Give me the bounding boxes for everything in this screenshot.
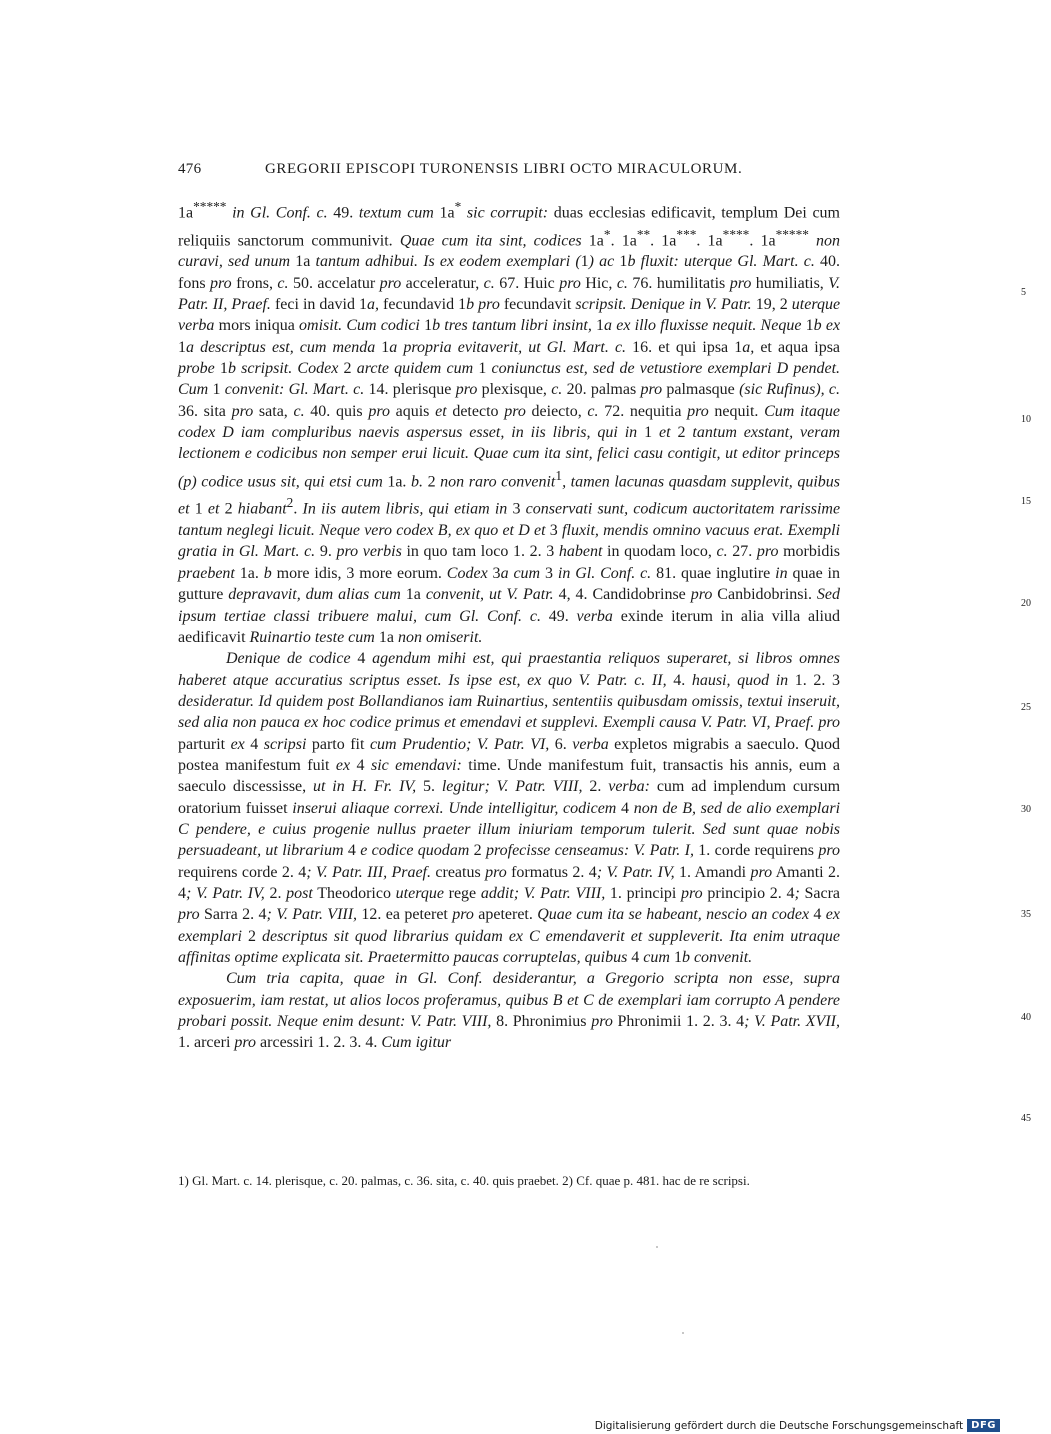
paragraph-1: 1a***** in Gl. Conf. c. 49. textum cum 1a* sic corrupit: duas ecclesias edificavit, templum Dei cum reliquiis sanctorum communivit. Quae cum ita sint, codices 1a*. 1a**. 1a***. 1a****. 1a***** non curavi, sed unum 1a tantum adhibui. Is ex eodem exemplari (1) ac 1b fluxit: uterque Gl. Mart. c. 40. fons pro frons, c. 50. accelatur pro acceleratur, c. 67. Huic pro Hic, c. 76. humilitatis pro humiliatis, V. Patr. II, Praef. feci in david 1a, fecundavid 1b pro fecundavit scripsit. Denique in V. Patr. 19, 2 uterque verba mors iniqua omisit. Cum codici 1b tres tantum libri insint, 1a ex illo fluxisse nequit. Neque 1b ex 1a descriptus est, cum menda 1a propria evitaverit, ut Gl. Mart. c. 16. et qui ipsa 1a, et aqua ipsa probe 1b scripsit. Codex 2 arcte quidem cum 1 coniunctus est, sed de vetustiore exemplari D pendet. Cum 1 convenit: Gl. Mart. c. 14. plerisque pro plexisque, c. 20. palmas pro palmasque (sic Rufinus), c. 36. sita pro sata, c. 40. quis pro aquis et detecto pro deiecto, c. 72. nequitia pro nequit. Cum itaque codex D iam compluribus naevis aspersus esset, in iis libris, qui in 1 et 2 tantum exstant, veram lectionem e codicibus non semper erui licuit. Quae cum ita sint, felici casu contigit, ut editor princeps (p) codice usus sit, qui etsi cum 1a. b. 2 non raro convenit$^1$, tamen lacunas quasdam supplevit, quibus et 1 et 2 hiabant$^2$. In iis autem libris, qui etiam in 3 conservati sunt, codicum auctoritatem rarissime tantum neglegi licuit. Neque vero codex B, ex quo et D et 3 fluxit, mendis omnino vacuus erat. Exempli gratia in Gl. Mart. c. 9. pro verbis in quo tam loco 1. 2. 3 habent in quodam loco, c. 27. pro morbidis praebent 1a. b more idis, 3 more eorum. Codex 3a cum 3 in Gl. Conf. c. 81. quae inglutire in quae in gutture depravavit, dum alias cum 1a convenit, ut V. Patr. 4, 4. Candidobrinse pro Canbidobrinsi. Sed ipsum tertiae classi tribuere malui, cum Gl. Conf. c. 49. verba exinde iterum in alia villa aliud aedificavit Ruinartio teste cum 1a non omiserit. xyxy=(178,199,841,646)
line-number: 15 xyxy=(1021,496,1031,507)
paper-speck xyxy=(656,1246,658,1248)
line-number: 35 xyxy=(1021,909,1031,920)
main-text xyxy=(178,196,1031,1124)
paper-speck xyxy=(682,1332,684,1334)
dfg-logo: DFG xyxy=(967,1419,1000,1432)
page-header xyxy=(178,161,838,183)
line-number: 45 xyxy=(1021,1113,1031,1124)
line-number: 5 xyxy=(1021,287,1026,298)
line-number: 20 xyxy=(1021,598,1031,609)
paragraph-3: Cum tria capita, quae in Gl. Conf. desiderantur, a Gregorio scripta non esse, supra exposuerim, iam restat, ut alios locos proferamus, quibus B et C de exemplari iam corrupto A pendere probari possit. Neque enim desunt: V. Patr. VIII, 8. Phronimius pro Phronimii 1. 2. 3. 4; V. Patr. XVII, 1. arceri pro arcessiri 1. 2. 3. 4. Cum igitur xyxy=(178,970,840,1052)
line-number: 25 xyxy=(1021,702,1031,713)
running-title: GREGORII EPISCOPI TURONENSIS LIBRI OCTO MIRACULORUM. xyxy=(265,161,743,177)
footnotes: 1) Gl. Mart. c. 14. plerisque, c. 20. palmas, c. 36. sita, c. 40. quis praebet. 2) Cf. quae p. 481. hac de re scripsi. xyxy=(178,1173,750,1188)
line-number: 30 xyxy=(1021,804,1031,815)
paragraph-2: Denique de codice 4 agendum mihi est, qui praestantia reliquos superaret, si libros omnes haberet atque accuratius scriptus esset. Is ipse est, ex quo V. Patr. c. II, 4. hausi, quod in 1. 2. 3 desideratur. Id quidem post Bollandianos iam Ruinartius, sententiis quibusdam omissis, textui inseruit, sed alia non pauca ex hoc codice primus et emendavi et supplevi. Exempli causa V. Patr. VI, Praef. pro parturit ex 4 scripsi parto fit cum Prudentio; V. Patr. VI, 6. verba expletos migrabis a saeculo. Quod postea manifestum fuit ex 4 sic emendavi: time. Unde manifestum fuit, transactis his annis, eum a saeculo discessisse, ut in H. Fr. IV, 5. legitur; V. Patr. VIII, 2. verba: cum ad implendum cursum oratorium fuisset inserui aliaque correxi. Unde intelligitur, codicem 4 non de B, sed de alio exemplari C pendere, e cuius progenie nullus praeter illum iniuriam temporum tulerit. Sed sunt quae nobis persuadeant, ut librarium 4 e codice quodam 2 profecisse censeamus: V. Patr. I, 1. corde requirens pro requirens corde 2. 4; V. Patr. III, Praef. creatus pro formatus 2. 4; V. Patr. IV, 1. Amandi pro Amanti 2. 4; V. Patr. IV, 2. post Theodorico uterque rege addit; V. Patr. VIII, 1. principi pro principio 2. 4; Sacra pro Sarra 2. 4; V. Patr. VIII, 12. ea peteret pro apeteret. Quae cum ita se habeant, nescio an codex 4 ex exemplari 2 descriptus sit quod librarius quidam ex C emendaverit et suppleverit. Ita enim utraque affinitas optime explicata sit. Praetermitto paucas corruptelas, quibus 4 cum 1b convenit. xyxy=(178,650,841,966)
credit-text: Digitalisierung gefördert durch die Deutsche Forschungsgemeinschaft xyxy=(594,1419,964,1432)
line-number: 40 xyxy=(1021,1012,1031,1023)
line-number: 10 xyxy=(1021,414,1031,425)
digitization-credit xyxy=(594,1417,1000,1434)
page-number: 476 xyxy=(178,161,202,177)
